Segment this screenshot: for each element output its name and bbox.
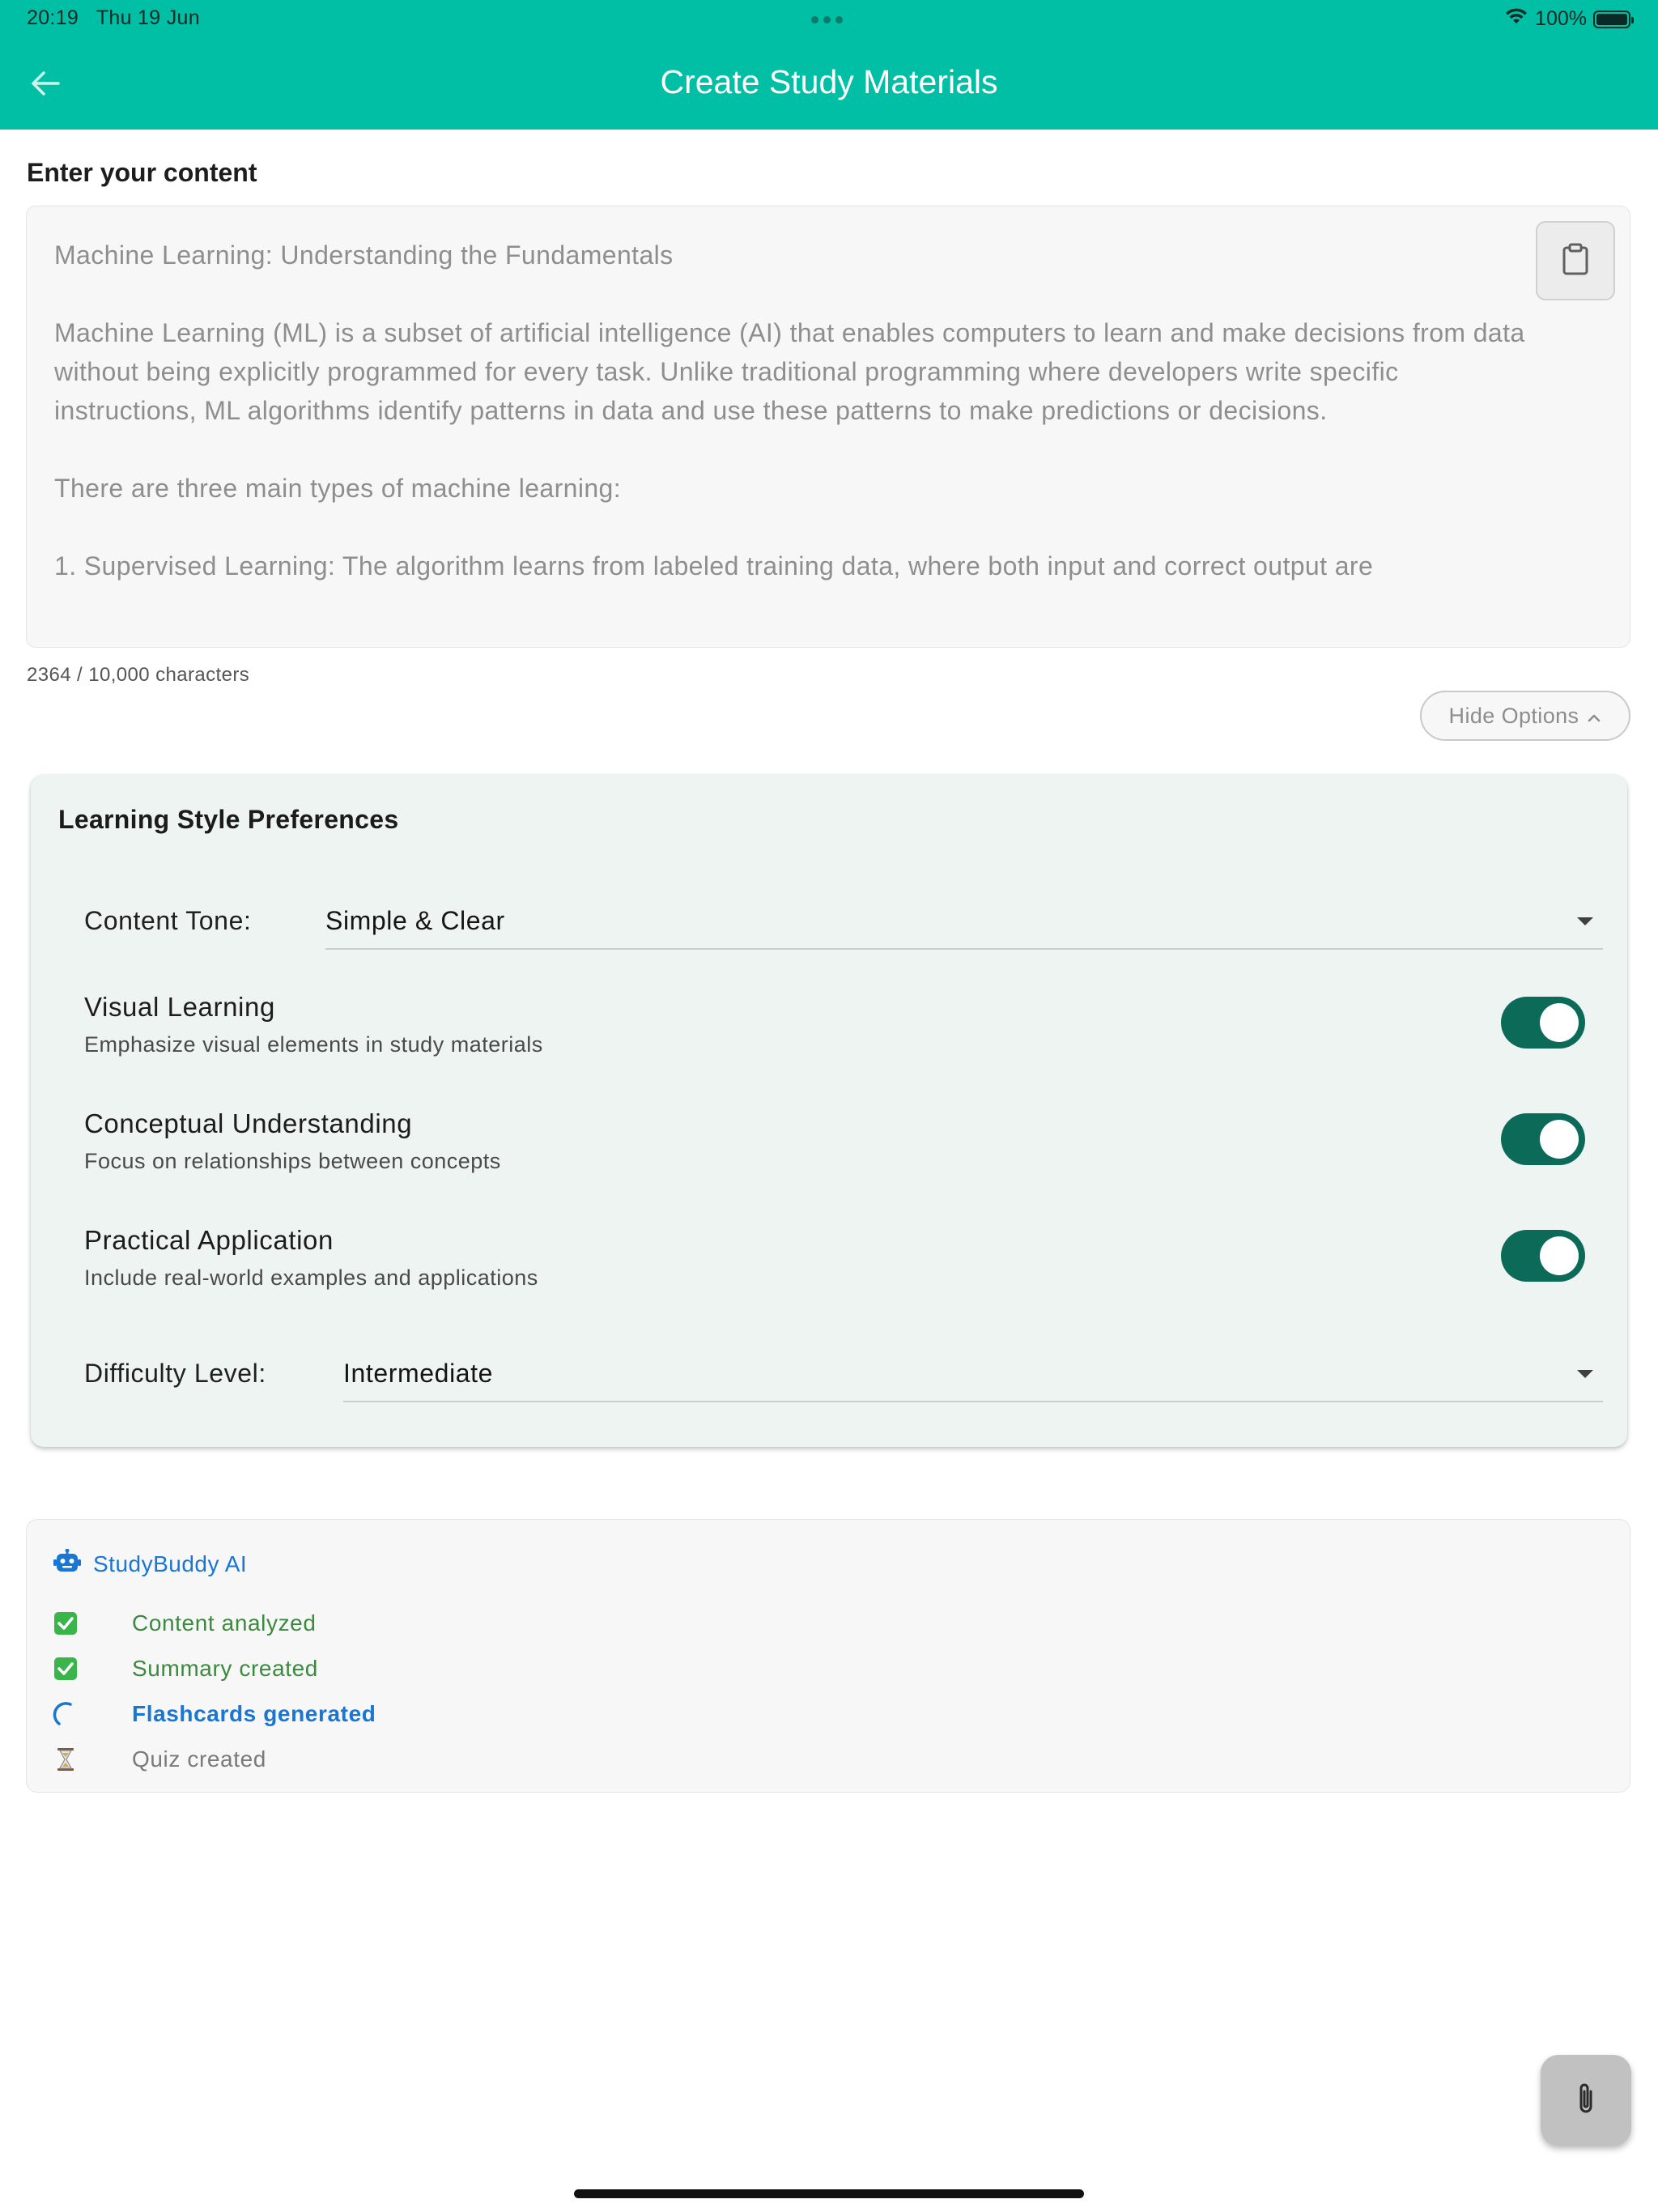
conceptual-understanding-title: Conceptual Understanding — [84, 1108, 413, 1138]
wifi-icon — [1504, 6, 1528, 32]
content-text[interactable]: Machine Learning: Understanding the Fundamentals Machine Learning (ML) is a subset of artificial intelligence (AI) that enables computers to learn and make decisions from data without being explicitly programmed for every task. Unlike traditional programming where developers write specific instructions, ML algorithms identify patterns in data and use these patterns to make predictions or decisions. There are three main types of machine learning: 1. Supervised Learning: The algorithm learns from labeled training data, where both input and correct output are — [54, 240, 1525, 581]
status-date: Thu 19 Jun — [96, 6, 200, 29]
spinner-icon — [53, 1701, 79, 1727]
conceptual-understanding-switch[interactable] — [1501, 1113, 1585, 1165]
visual-learning-title: Visual Learning — [84, 992, 275, 1022]
character-count: 2364 / 10,000 characters — [27, 664, 250, 686]
step-label: Summary created — [132, 1656, 318, 1681]
attach-file-button[interactable] — [1541, 2055, 1631, 2146]
robot-icon — [53, 1549, 82, 1579]
step-label: Flashcards generated — [132, 1701, 376, 1726]
chevron-up-icon — [1587, 704, 1601, 729]
dropdown-arrow-icon — [1577, 917, 1593, 925]
practical-application-switch[interactable] — [1501, 1230, 1585, 1282]
hide-options-label: Hide Options — [1448, 703, 1579, 728]
dropdown-arrow-icon — [1577, 1370, 1593, 1378]
step-flashcards-generated — [53, 1698, 376, 1730]
check-box-icon — [53, 1610, 79, 1636]
content-input-label: Enter your content — [27, 158, 257, 187]
home-indicator[interactable] — [574, 2189, 1084, 2198]
visual-learning-row — [84, 992, 1590, 1081]
ai-progress-panel — [26, 1519, 1630, 1793]
practical-application-title: Practical Application — [84, 1225, 334, 1255]
content-tone-value: Simple & Clear — [325, 906, 505, 935]
difficulty-value: Intermediate — [343, 1359, 494, 1388]
switch-knob — [1540, 1236, 1579, 1275]
status-time-date — [27, 6, 200, 30]
switch-knob — [1540, 1120, 1579, 1159]
clipboard-icon — [1562, 243, 1589, 279]
visual-learning-switch[interactable] — [1501, 997, 1585, 1049]
app-bar — [0, 0, 1658, 130]
difficulty-dropdown[interactable] — [343, 1347, 1603, 1402]
status-indicators — [1504, 6, 1630, 32]
hide-options-button[interactable] — [1420, 691, 1630, 741]
battery-percent: 100% — [1535, 7, 1587, 30]
difficulty-row — [84, 1347, 1603, 1412]
ai-name: StudyBuddy AI — [93, 1551, 248, 1576]
learning-style-title: Learning Style Preferences — [58, 805, 399, 834]
ai-header — [53, 1549, 247, 1579]
multitasking-dots[interactable] — [811, 16, 843, 23]
practical-application-subtitle: Include real-world examples and applications — [84, 1266, 538, 1290]
step-content-analyzed — [53, 1607, 317, 1640]
battery-icon — [1593, 11, 1630, 28]
learning-style-card — [31, 775, 1627, 1447]
difficulty-label: Difficulty Level: — [84, 1359, 266, 1388]
hourglass-icon — [53, 1746, 79, 1772]
visual-learning-subtitle: Emphasize visual elements in study materials — [84, 1032, 543, 1057]
content-tone-row — [84, 895, 1603, 959]
step-quiz-created — [53, 1743, 266, 1776]
check-box-icon — [53, 1656, 79, 1682]
conceptual-understanding-row — [84, 1108, 1590, 1197]
step-summary-created — [53, 1653, 318, 1685]
paperclip-icon — [1572, 2080, 1600, 2121]
status-time: 20:19 — [27, 6, 79, 29]
step-label: Content analyzed — [132, 1610, 317, 1636]
content-tone-label: Content Tone: — [84, 906, 252, 935]
content-textarea[interactable] — [26, 206, 1630, 648]
practical-application-row — [84, 1225, 1590, 1314]
step-label: Quiz created — [132, 1746, 266, 1772]
content-tone-dropdown[interactable] — [325, 895, 1603, 950]
conceptual-understanding-subtitle: Focus on relationships between concepts — [84, 1149, 501, 1173]
page-title: Create Study Materials — [660, 63, 998, 100]
paste-button[interactable] — [1536, 221, 1615, 300]
switch-knob — [1540, 1003, 1579, 1042]
